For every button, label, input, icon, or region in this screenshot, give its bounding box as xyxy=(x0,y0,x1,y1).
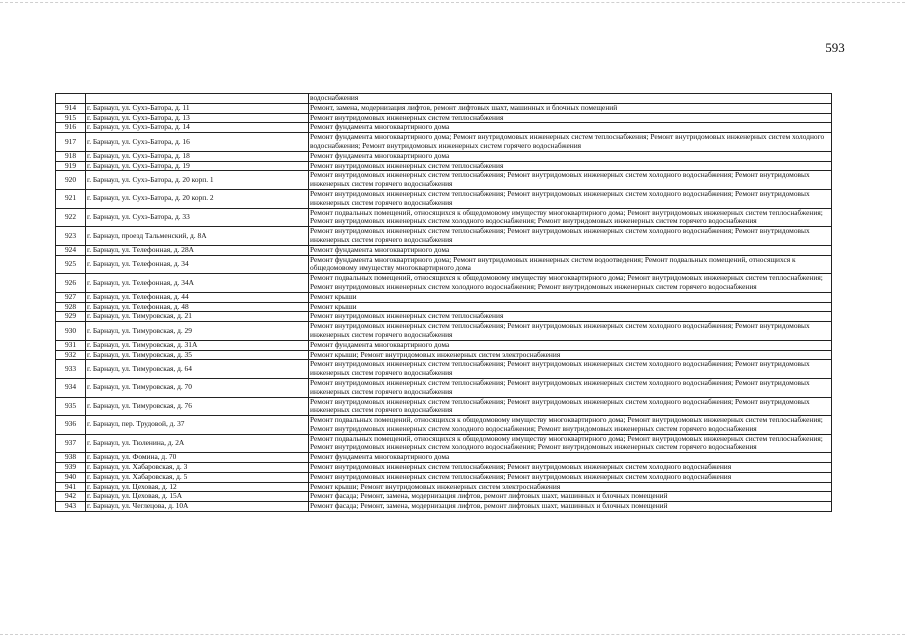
table-row xyxy=(56,227,832,246)
row-address: г. Барнаул, ул. Тюленина, д. 2А xyxy=(86,434,309,453)
table-row xyxy=(56,151,832,161)
row-address: г. Барнаул, ул. Телефонная, д. 34А xyxy=(86,274,309,293)
row-number: 934 xyxy=(56,378,86,397)
row-work-type: Ремонт внутридомовых инженерных систем теплоснабжения; Ремонт внутридомовых инженерных систем холодного водоснабжения; Ремонт внутридомовых инженерных систем горячего водоснабжения xyxy=(309,227,832,246)
row-number: 926 xyxy=(56,274,86,293)
table-row xyxy=(56,502,832,512)
table-row xyxy=(56,292,832,302)
row-work-type: Ремонт крыши xyxy=(309,292,832,302)
table-row xyxy=(56,161,832,171)
row-work-type: Ремонт внутридомовых инженерных систем теплоснабжения; Ремонт внутридомовых инженерных систем холодного водоснабжения; Ремонт внутридомовых инженерных систем горячего водоснабжения xyxy=(309,171,832,190)
table-row xyxy=(56,208,832,227)
row-work-type: Ремонт внутридомовых инженерных систем теплоснабжения xyxy=(309,113,832,123)
row-number: 924 xyxy=(56,245,86,255)
row-number: 939 xyxy=(56,463,86,473)
row-work-type: Ремонт крыши xyxy=(309,302,832,312)
row-work-type: Ремонт фундамента многоквартирного дома xyxy=(309,340,832,350)
row-work-type: Ремонт внутридомовых инженерных систем теплоснабжения; Ремонт внутридомовых инженерных систем холодного водоснабжения; Ремонт внутридомовых инженерных систем горячего водоснабжения xyxy=(309,397,832,416)
row-number: 917 xyxy=(56,133,86,152)
row-work-type: Ремонт внутридомовых инженерных систем теплоснабжения; Ремонт внутридомовых инженерных систем холодного водоснабжения; Ремонт внутридомовых инженерных систем горячего водоснабжения xyxy=(309,378,832,397)
row-number: 915 xyxy=(56,113,86,123)
row-number: 938 xyxy=(56,453,86,463)
row-number: 921 xyxy=(56,189,86,208)
row-address: г. Барнаул, ул. Сухэ-Батора, д. 19 xyxy=(86,161,309,171)
row-address: г. Барнаул, ул. Фомина, д. 70 xyxy=(86,453,309,463)
table-row xyxy=(56,245,832,255)
row-work-type: Ремонт внутридомовых инженерных систем теплоснабжения; Ремонт внутридомовых инженерных систем холодного водоснабжения xyxy=(309,463,832,473)
table-row xyxy=(56,360,832,379)
row-address: г. Барнаул, ул. Телефонная, д. 44 xyxy=(86,292,309,302)
row-work-type: Ремонт внутридомовых инженерных систем теплоснабжения; Ремонт внутридомовых инженерных систем холодного водоснабжения; Ремонт внутридомовых инженерных систем горячего водоснабжения xyxy=(309,322,832,341)
row-number: 923 xyxy=(56,227,86,246)
row-number: 919 xyxy=(56,161,86,171)
row-address: г. Барнаул, ул. Тимуровская, д. 70 xyxy=(86,378,309,397)
registry-table-wrapper xyxy=(55,93,832,512)
table-row xyxy=(56,416,832,435)
row-number: 930 xyxy=(56,322,86,341)
row-work-type: Ремонт фундамента многоквартирного дома; Ремонт внутридомовых инженерных систем водоотведения; Ремонт подвальных помещений, относящихся к общедомовому имуществу многоквартирного дома xyxy=(309,255,832,274)
row-work-type: Ремонт внутридомовых инженерных систем теплоснабжения; Ремонт внутридомовых инженерных систем холодного водоснабжения; Ремонт внутридомовых инженерных систем горячего водоснабжения xyxy=(309,360,832,379)
row-work-type: Ремонт крыши; Ремонт внутридомовых инженерных систем электроснабжения xyxy=(309,482,832,492)
table-row xyxy=(56,322,832,341)
row-number: 918 xyxy=(56,151,86,161)
row-number xyxy=(56,94,86,104)
registry-table xyxy=(55,93,832,512)
table-row xyxy=(56,350,832,360)
row-address: г. Барнаул, ул. Цеховая, д. 15А xyxy=(86,492,309,502)
row-address: г. Барнаул, ул. Чеглецова, д. 10А xyxy=(86,502,309,512)
row-work-type: Ремонт подвальных помещений, относящихся к общедомовому имуществу многоквартирного дома; Ремонт внутридомовых инженерных систем теплоснабжения; Ремонт внутридомовых инженерных систем холодного водоснабжения; Ремонт внутридомовых инженерных систем горячего водоснабжения xyxy=(309,434,832,453)
row-work-type: Ремонт фундамента многоквартирного дома xyxy=(309,123,832,133)
row-number: 914 xyxy=(56,103,86,113)
table-row xyxy=(56,255,832,274)
row-number: 943 xyxy=(56,502,86,512)
table-row xyxy=(56,453,832,463)
row-address xyxy=(86,94,309,104)
row-address: г. Барнаул, ул. Сухэ-Батора, д. 11 xyxy=(86,103,309,113)
row-number: 932 xyxy=(56,350,86,360)
registry-table-body xyxy=(56,94,832,512)
row-number: 935 xyxy=(56,397,86,416)
row-address: г. Барнаул, ул. Сухэ-Батора, д. 13 xyxy=(86,113,309,123)
row-number: 929 xyxy=(56,312,86,322)
row-address: г. Барнаул, ул. Тимуровская, д. 21 xyxy=(86,312,309,322)
row-number: 937 xyxy=(56,434,86,453)
row-address: г. Барнаул, ул. Тимуровская, д. 29 xyxy=(86,322,309,341)
row-address: г. Барнаул, ул. Цеховая, д. 12 xyxy=(86,482,309,492)
table-row xyxy=(56,312,832,322)
row-work-type: Ремонт фундамента многоквартирного дома xyxy=(309,453,832,463)
row-work-type: Ремонт внутридомовых инженерных систем теплоснабжения xyxy=(309,312,832,322)
row-number: 940 xyxy=(56,472,86,482)
row-address: г. Барнаул, ул. Тимуровская, д. 35 xyxy=(86,350,309,360)
table-row xyxy=(56,482,832,492)
table-row xyxy=(56,340,832,350)
table-row-continuation xyxy=(56,94,832,104)
table-row xyxy=(56,463,832,473)
row-work-type: Ремонт подвальных помещений, относящихся к общедомовому имуществу многоквартирного дома; Ремонт внутридомовых инженерных систем теплоснабжения; Ремонт внутридомовых инженерных систем холодного водоснабжения; Ремонт внутридомовых инженерных систем горячего водоснабжения xyxy=(309,274,832,293)
table-row xyxy=(56,397,832,416)
row-address: г. Барнаул, ул. Хабаровская, д. 3 xyxy=(86,463,309,473)
scan-artifact-bottom xyxy=(0,634,905,635)
row-work-type: Ремонт внутридомовых инженерных систем теплоснабжения xyxy=(309,161,832,171)
table-row xyxy=(56,378,832,397)
row-work-type: Ремонт фасада; Ремонт, замена, модернизация лифтов, ремонт лифтовых шахт, машинных и блочных помещений xyxy=(309,502,832,512)
row-address: г. Барнаул, ул. Телефонная, д. 48 xyxy=(86,302,309,312)
row-work-type: Ремонт фасада; Ремонт, замена, модернизация лифтов, ремонт лифтовых шахт, машинных и блочных помещений xyxy=(309,492,832,502)
table-row xyxy=(56,133,832,152)
row-address: г. Барнаул, ул. Тимуровская, д. 31А xyxy=(86,340,309,350)
scan-artifact-top xyxy=(0,2,905,3)
row-number: 941 xyxy=(56,482,86,492)
table-row xyxy=(56,113,832,123)
table-row xyxy=(56,472,832,482)
row-number: 931 xyxy=(56,340,86,350)
row-address: г. Барнаул, ул. Телефонная, д. 34 xyxy=(86,255,309,274)
table-row xyxy=(56,123,832,133)
row-work-type: Ремонт, замена, модернизация лифтов, ремонт лифтовых шахт, машинных и блочных помещений xyxy=(309,103,832,113)
row-address: г. Барнаул, ул. Тимуровская, д. 76 xyxy=(86,397,309,416)
row-address: г. Барнаул, ул. Тимуровская, д. 64 xyxy=(86,360,309,379)
row-work-type: водоснабжения xyxy=(309,94,832,104)
row-address: г. Барнаул, ул. Хабаровская, д. 5 xyxy=(86,472,309,482)
row-work-type: Ремонт внутридомовых инженерных систем теплоснабжения; Ремонт внутридомовых инженерных систем холодного водоснабжения xyxy=(309,472,832,482)
table-row xyxy=(56,302,832,312)
row-address: г. Барнаул, ул. Телефонная, д. 28А xyxy=(86,245,309,255)
row-number: 922 xyxy=(56,208,86,227)
row-number: 916 xyxy=(56,123,86,133)
row-number: 920 xyxy=(56,171,86,190)
row-address: г. Барнаул, проезд Тальменский, д. 8А xyxy=(86,227,309,246)
row-address: г. Барнаул, ул. Сухэ-Батора, д. 20 корп. 2 xyxy=(86,189,309,208)
row-address: г. Барнаул, пер. Трудовой, д. 37 xyxy=(86,416,309,435)
row-number: 942 xyxy=(56,492,86,502)
row-work-type: Ремонт подвальных помещений, относящихся к общедомовому имуществу многоквартирного дома; Ремонт внутридомовых инженерных систем теплоснабжения; Ремонт внутридомовых инженерных систем холодного водоснабжения; Ремонт внутридомовых инженерных систем горячего водоснабжения xyxy=(309,208,832,227)
row-number: 936 xyxy=(56,416,86,435)
row-address: г. Барнаул, ул. Сухэ-Батора, д. 20 корп. 1 xyxy=(86,171,309,190)
row-work-type: Ремонт подвальных помещений, относящихся к общедомовому имуществу многоквартирного дома; Ремонт внутридомовых инженерных систем теплоснабжения; Ремонт внутридомовых инженерных систем холодного водоснабжения; Ремонт внутридомовых инженерных систем горячего водоснабжения xyxy=(309,416,832,435)
page-number: 593 xyxy=(825,40,845,55)
row-address: г. Барнаул, ул. Сухэ-Батора, д. 16 xyxy=(86,133,309,152)
row-work-type: Ремонт фундамента многоквартирного дома xyxy=(309,151,832,161)
table-row xyxy=(56,492,832,502)
table-row xyxy=(56,103,832,113)
row-address: г. Барнаул, ул. Сухэ-Батора, д. 33 xyxy=(86,208,309,227)
table-row xyxy=(56,171,832,190)
row-address: г. Барнаул, ул. Сухэ-Батора, д. 14 xyxy=(86,123,309,133)
row-work-type: Ремонт крыши; Ремонт внутридомовых инженерных систем электроснабжения xyxy=(309,350,832,360)
table-row xyxy=(56,274,832,293)
table-row xyxy=(56,189,832,208)
row-work-type: Ремонт фундамента многоквартирного дома; Ремонт внутридомовых инженерных систем теплоснабжения; Ремонт внутридомовых инженерных систем холодного водоснабжения; Ремонт внутридомовых инженерных систем горячего водоснабжения xyxy=(309,133,832,152)
row-number: 927 xyxy=(56,292,86,302)
row-number: 925 xyxy=(56,255,86,274)
row-number: 928 xyxy=(56,302,86,312)
row-address: г. Барнаул, ул. Сухэ-Батора, д. 18 xyxy=(86,151,309,161)
row-work-type: Ремонт внутридомовых инженерных систем теплоснабжения; Ремонт внутридомовых инженерных систем холодного водоснабжения; Ремонт внутридомовых инженерных систем горячего водоснабжения xyxy=(309,189,832,208)
row-number: 933 xyxy=(56,360,86,379)
table-row xyxy=(56,434,832,453)
row-work-type: Ремонт фундамента многоквартирного дома xyxy=(309,245,832,255)
